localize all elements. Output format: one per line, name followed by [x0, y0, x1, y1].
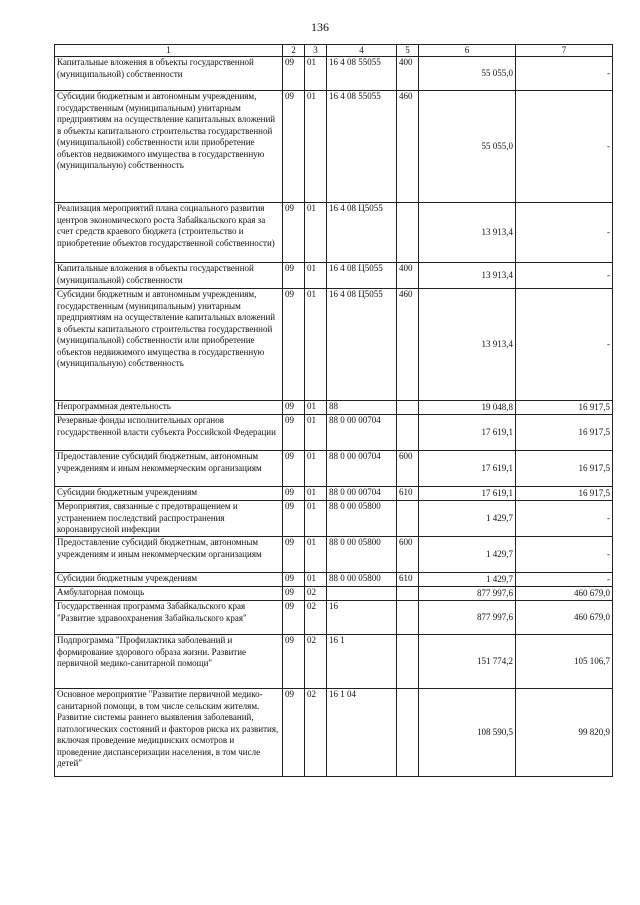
amount-year-2-cell: 99 820,9: [516, 689, 613, 777]
expense-type-cell: 400: [397, 57, 419, 91]
target-code-cell: 88 0 00 00704: [327, 451, 397, 487]
table-row: [55, 635, 613, 689]
table-row: [55, 401, 613, 415]
expense-type-cell: 400: [397, 263, 419, 289]
column-header-2: 2: [283, 45, 305, 57]
section-cell: 09: [283, 601, 305, 635]
table-row: [55, 289, 613, 401]
subsection-cell: 01: [305, 537, 327, 573]
target-code-cell: 16 4 08 Ц5055: [327, 203, 397, 263]
item-name-cell: Основное мероприятие "Развитие первичной медико-санитарной помощи, в том числе сельским жителям. Развитие системы раннего выявления заболеваний, патологических состояний и факторов риска их развития, включая проведение медицинских осмотров и проведение диспансеризации населения, в том числе детей": [55, 689, 283, 777]
section-cell: 09: [283, 689, 305, 777]
amount-year-1-cell: 19 048,8: [419, 401, 516, 415]
subsection-cell: 01: [305, 501, 327, 537]
amount-year-2-cell: -: [516, 537, 613, 573]
section-cell: 09: [283, 57, 305, 91]
item-name-cell: Субсидии бюджетным и автономным учреждениям, государственным (муниципальным) унитарным предприятиям на осуществление капитальных вложений в объекты капитального строительства государственной (муниципальной) собственности или приобретение объектов недвижимого имущества в государственную (муниципальную) собственность: [55, 289, 283, 401]
target-code-cell: [327, 587, 397, 601]
target-code-cell: 16 4 08 55055: [327, 57, 397, 91]
target-code-cell: 88 0 00 00704: [327, 487, 397, 501]
subsection-cell: 01: [305, 203, 327, 263]
amount-year-1-cell: 1 429,7: [419, 573, 516, 587]
amount-year-2-cell: -: [516, 501, 613, 537]
table-row: [55, 203, 613, 263]
item-name-cell: Мероприятия, связанные с предотвращением и устранением последствий распространения коронавирусной инфекции: [55, 501, 283, 537]
item-name-cell: Капитальные вложения в объекты государственной (муниципальной) собственности: [55, 57, 283, 91]
amount-year-2-cell: 16 917,5: [516, 487, 613, 501]
subsection-cell: 01: [305, 57, 327, 91]
column-header-3: 3: [305, 45, 327, 57]
target-code-cell: 16: [327, 601, 397, 635]
table-row: [55, 415, 613, 451]
table-row: [55, 573, 613, 587]
amount-year-1-cell: 13 913,4: [419, 203, 516, 263]
subsection-cell: 02: [305, 689, 327, 777]
item-name-cell: Амбулаторная помощь: [55, 587, 283, 601]
amount-year-1-cell: 55 055,0: [419, 57, 516, 91]
target-code-cell: 88 0 00 05800: [327, 501, 397, 537]
expense-type-cell: [397, 635, 419, 689]
amount-year-1-cell: 17 619,1: [419, 415, 516, 451]
amount-year-1-cell: 55 055,0: [419, 91, 516, 203]
expense-type-cell: [397, 601, 419, 635]
section-cell: 09: [283, 537, 305, 573]
table-row: [55, 451, 613, 487]
column-header-6: 6: [419, 45, 516, 57]
target-code-cell: 16 1 04: [327, 689, 397, 777]
table-row: [55, 689, 613, 777]
section-cell: 09: [283, 587, 305, 601]
subsection-cell: 01: [305, 91, 327, 203]
subsection-cell: 02: [305, 635, 327, 689]
target-code-cell: 16 1: [327, 635, 397, 689]
column-header-5: 5: [397, 45, 419, 57]
table-row: [55, 601, 613, 635]
section-cell: 09: [283, 635, 305, 689]
item-name-cell: Государственная программа Забайкальского края "Развитие здравоохранения Забайкальского края": [55, 601, 283, 635]
section-cell: 09: [283, 203, 305, 263]
subsection-cell: 01: [305, 487, 327, 501]
amount-year-2-cell: 460 679,0: [516, 587, 613, 601]
amount-year-2-cell: 105 106,7: [516, 635, 613, 689]
expense-type-cell: 600: [397, 451, 419, 487]
subsection-cell: 01: [305, 289, 327, 401]
target-code-cell: 88 0 00 05800: [327, 573, 397, 587]
table-row: [55, 263, 613, 289]
subsection-cell: 02: [305, 601, 327, 635]
section-cell: 09: [283, 573, 305, 587]
amount-year-1-cell: 17 619,1: [419, 487, 516, 501]
amount-year-2-cell: -: [516, 573, 613, 587]
subsection-cell: 01: [305, 451, 327, 487]
expense-type-cell: [397, 587, 419, 601]
target-code-cell: 16 4 08 Ц5055: [327, 263, 397, 289]
budget-table: [54, 44, 613, 777]
amount-year-1-cell: 13 913,4: [419, 289, 516, 401]
section-cell: 09: [283, 289, 305, 401]
expense-type-cell: 600: [397, 537, 419, 573]
amount-year-2-cell: -: [516, 91, 613, 203]
amount-year-1-cell: 17 619,1: [419, 451, 516, 487]
item-name-cell: Предоставление субсидий бюджетным, автономным учреждениям и иным некоммерческим организациям: [55, 451, 283, 487]
item-name-cell: Субсидии бюджетным учреждениям: [55, 573, 283, 587]
item-name-cell: Субсидии бюджетным и автономным учреждениям, государственным (муниципальным) унитарным предприятиям на осуществление капитальных вложений в объекты капитального строительства государственной (муниципальной) собственности или приобретение объектов недвижимого имущества в государственную (муниципальную) собственность: [55, 91, 283, 203]
table-header-row: [55, 45, 613, 57]
table-row: [55, 487, 613, 501]
target-code-cell: 88: [327, 401, 397, 415]
expense-type-cell: [397, 203, 419, 263]
table-row: [55, 91, 613, 203]
amount-year-1-cell: 108 590,5: [419, 689, 516, 777]
table-row: [55, 537, 613, 573]
expense-type-cell: [397, 501, 419, 537]
amount-year-1-cell: 1 429,7: [419, 537, 516, 573]
target-code-cell: 16 4 08 55055: [327, 91, 397, 203]
amount-year-2-cell: -: [516, 289, 613, 401]
subsection-cell: 01: [305, 263, 327, 289]
section-cell: 09: [283, 487, 305, 501]
expense-type-cell: 610: [397, 573, 419, 587]
item-name-cell: Непрограммная деятельность: [55, 401, 283, 415]
expense-type-cell: 610: [397, 487, 419, 501]
amount-year-2-cell: 16 917,5: [516, 451, 613, 487]
amount-year-1-cell: 13 913,4: [419, 263, 516, 289]
amount-year-1-cell: 151 774,2: [419, 635, 516, 689]
amount-year-2-cell: -: [516, 57, 613, 91]
column-header-4: 4: [327, 45, 397, 57]
subsection-cell: 01: [305, 573, 327, 587]
item-name-cell: Подпрограмма "Профилактика заболеваний и формирование здорового образа жизни. Развитие первичной медико-санитарной помощи": [55, 635, 283, 689]
expense-type-cell: [397, 401, 419, 415]
subsection-cell: 02: [305, 587, 327, 601]
section-cell: 09: [283, 415, 305, 451]
item-name-cell: Резервные фонды исполнительных органов государственной власти субъекта Российской Федерации: [55, 415, 283, 451]
section-cell: 09: [283, 263, 305, 289]
expense-type-cell: [397, 689, 419, 777]
amount-year-1-cell: 1 429,7: [419, 501, 516, 537]
amount-year-2-cell: 16 917,5: [516, 401, 613, 415]
item-name-cell: Капитальные вложения в объекты государственной (муниципальной) собственности: [55, 263, 283, 289]
expense-type-cell: 460: [397, 289, 419, 401]
section-cell: 09: [283, 401, 305, 415]
subsection-cell: 01: [305, 401, 327, 415]
amount-year-2-cell: 16 917,5: [516, 415, 613, 451]
amount-year-2-cell: -: [516, 263, 613, 289]
target-code-cell: 16 4 08 Ц5055: [327, 289, 397, 401]
target-code-cell: 88 0 00 05800: [327, 537, 397, 573]
amount-year-2-cell: -: [516, 203, 613, 263]
amount-year-1-cell: 877 997,6: [419, 601, 516, 635]
amount-year-2-cell: 460 679,0: [516, 601, 613, 635]
section-cell: 09: [283, 451, 305, 487]
subsection-cell: 01: [305, 415, 327, 451]
item-name-cell: Субсидии бюджетным учреждениям: [55, 487, 283, 501]
amount-year-1-cell: 877 997,6: [419, 587, 516, 601]
target-code-cell: 88 0 00 00704: [327, 415, 397, 451]
item-name-cell: Реализация мероприятий плана социального развития центров экономического роста Забайкальского края за счет средств краевого бюджета (строительство и приобретение объектов государственной собственности): [55, 203, 283, 263]
item-name-cell: Предоставление субсидий бюджетным, автономным учреждениям и иным некоммерческим организациям: [55, 537, 283, 573]
page-number: 136: [311, 20, 329, 34]
expense-type-cell: 460: [397, 91, 419, 203]
column-header-7: 7: [516, 45, 613, 57]
table-row: [55, 57, 613, 91]
column-header-1: 1: [55, 45, 283, 57]
expense-type-cell: [397, 415, 419, 451]
section-cell: 09: [283, 501, 305, 537]
table-row: [55, 587, 613, 601]
table-row: [55, 501, 613, 537]
section-cell: 09: [283, 91, 305, 203]
